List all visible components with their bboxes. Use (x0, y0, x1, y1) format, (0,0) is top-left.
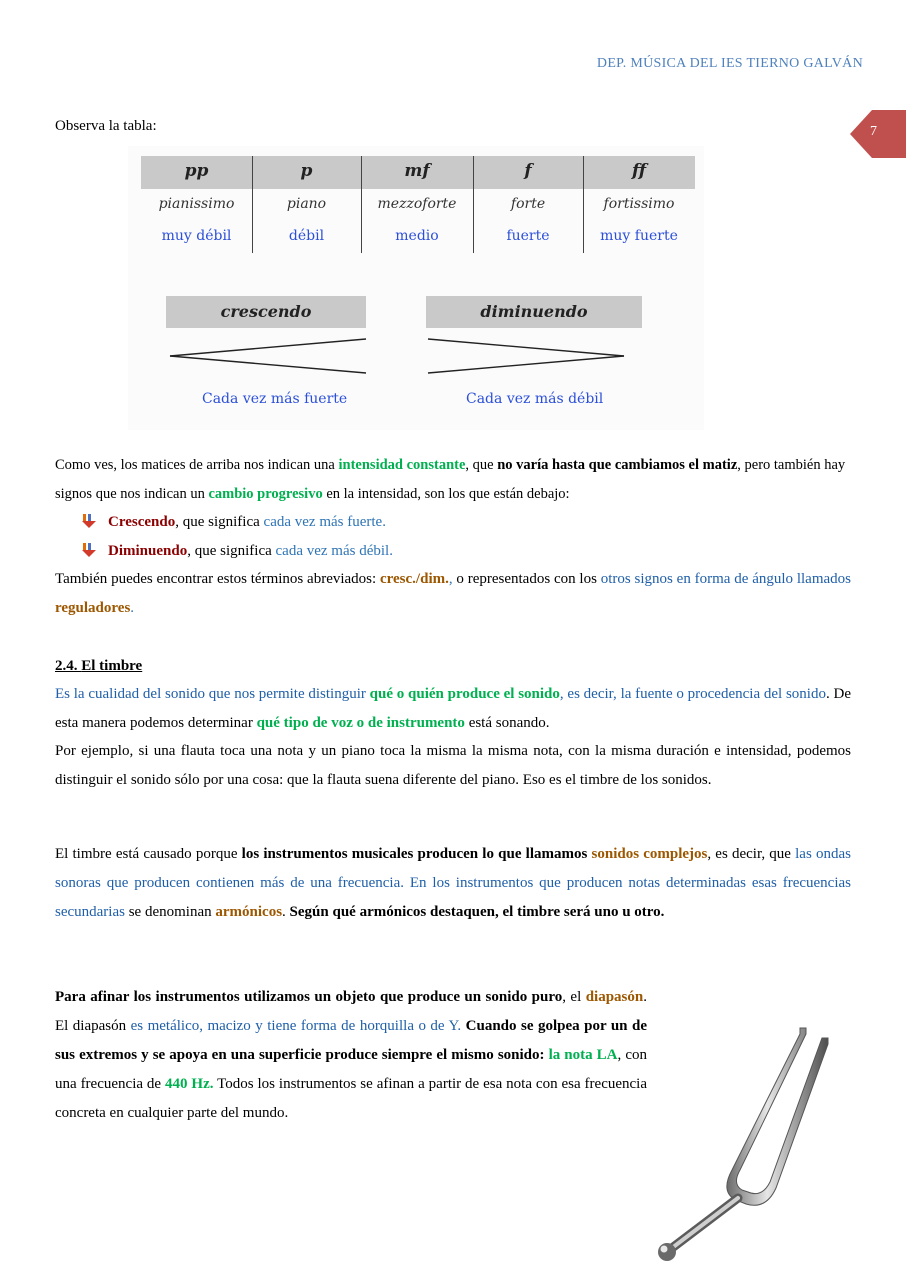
section-heading: 2.4. El timbre (55, 658, 143, 674)
crescendo-hairpin-icon (168, 336, 368, 376)
intro-text: Observa la tabla: (55, 118, 157, 134)
diminuendo-hairpin-icon (426, 336, 626, 376)
dynamic-meaning: débil (288, 228, 325, 244)
dynamics-figure (128, 146, 704, 430)
paragraph-armonicos: El timbre está causado porque los instrumentos musicales producen lo que llamamos sonidos complejos, es decir, que las ondas sonoras que producen contienen más de una frecuencia. En los instrumentos que producen notas determinadas esas frecuencias secundarias se denominan armónicos. Según qué armónicos destaquen, el timbre será uno u otro. (55, 846, 851, 920)
paragraph-diapason: Para afinar los instrumentos utilizamos un objeto que produce un sonido puro, el diapasón. El diapasón es metálico, macizo y tiene forma de horquilla o de Y. Cuando se golpea por un de sus extremos y se apoya en una superficie produce siempre el mismo sonido: la nota LA, con una frecuencia de 440 Hz. Todos los instrumentos se afinan a partir de esa nota con esa frecuencia concreta en cualquier parte del mundo. (55, 989, 647, 1121)
header-title: DEP. MÚSICA DEL IES TIERNO GALVÁN (596, 56, 863, 71)
diminuendo-caption: Cada vez más débil (466, 391, 604, 407)
tuning-fork-image (650, 1020, 840, 1270)
dynamic-meaning: fuerte (506, 228, 550, 244)
dynamic-symbol: mf (404, 161, 430, 181)
bullet-arrow-icon (82, 514, 96, 528)
dynamic-symbol: pp (184, 161, 209, 181)
paragraph-example: Por ejemplo, si una flauta toca una nota y un piano toca la misma la misma nota, con la misma duración e intensidad, podemos distinguir el sonido sólo por una cosa: que la flauta suena diferente del piano. Eso es el timbre de los sonidos. (55, 743, 851, 788)
bullet-arrow-icon (82, 543, 96, 557)
dynamic-name: mezzoforte (377, 196, 457, 212)
dynamic-symbol: p (300, 161, 313, 181)
dynamic-symbol: ff (631, 161, 647, 181)
list-item: Crescendo, que significa cada vez más fuerte. (82, 508, 386, 537)
dynamic-name: pianissimo (158, 196, 235, 212)
dynamic-meaning: medio (395, 228, 439, 244)
crescendo-box: crescendo (166, 296, 366, 328)
diminuendo-box: diminuendo (426, 296, 642, 328)
crescendo-caption: Cada vez más fuerte (202, 391, 348, 407)
paragraph-abreviados: También puedes encontrar estos términos abreviados: cresc./dim., o representados con los otros signos en forma de ángulo llamados reguladores. (55, 571, 851, 616)
list-item: Diminuendo, que significa cada vez más débil. (82, 537, 393, 566)
dynamic-symbol: f (524, 161, 532, 181)
dynamic-meaning: muy débil (161, 228, 232, 244)
dynamic-meaning: muy fuerte (600, 228, 678, 244)
dynamic-name: piano (286, 196, 327, 212)
paragraph-matices: Como ves, los matices de arriba nos indican una intensidad constante, que no varía hasta que cambiamos el matiz, pero también hay signos que nos indican un cambio progresivo en la intensidad, son los que están debajo: (55, 457, 846, 502)
page-number-arrow-icon (850, 110, 906, 158)
dynamic-name: fortissimo (603, 196, 675, 212)
page-number: 7 (870, 124, 877, 139)
dynamic-name: forte (510, 196, 546, 212)
paragraph-timbre-definition: Es la cualidad del sonido que nos permite distinguir qué o quién produce el sonido, es decir, la fuente o procedencia del sonido. De esta manera podemos determinar qué tipo de voz o de instrumento está sonando. (55, 686, 851, 731)
